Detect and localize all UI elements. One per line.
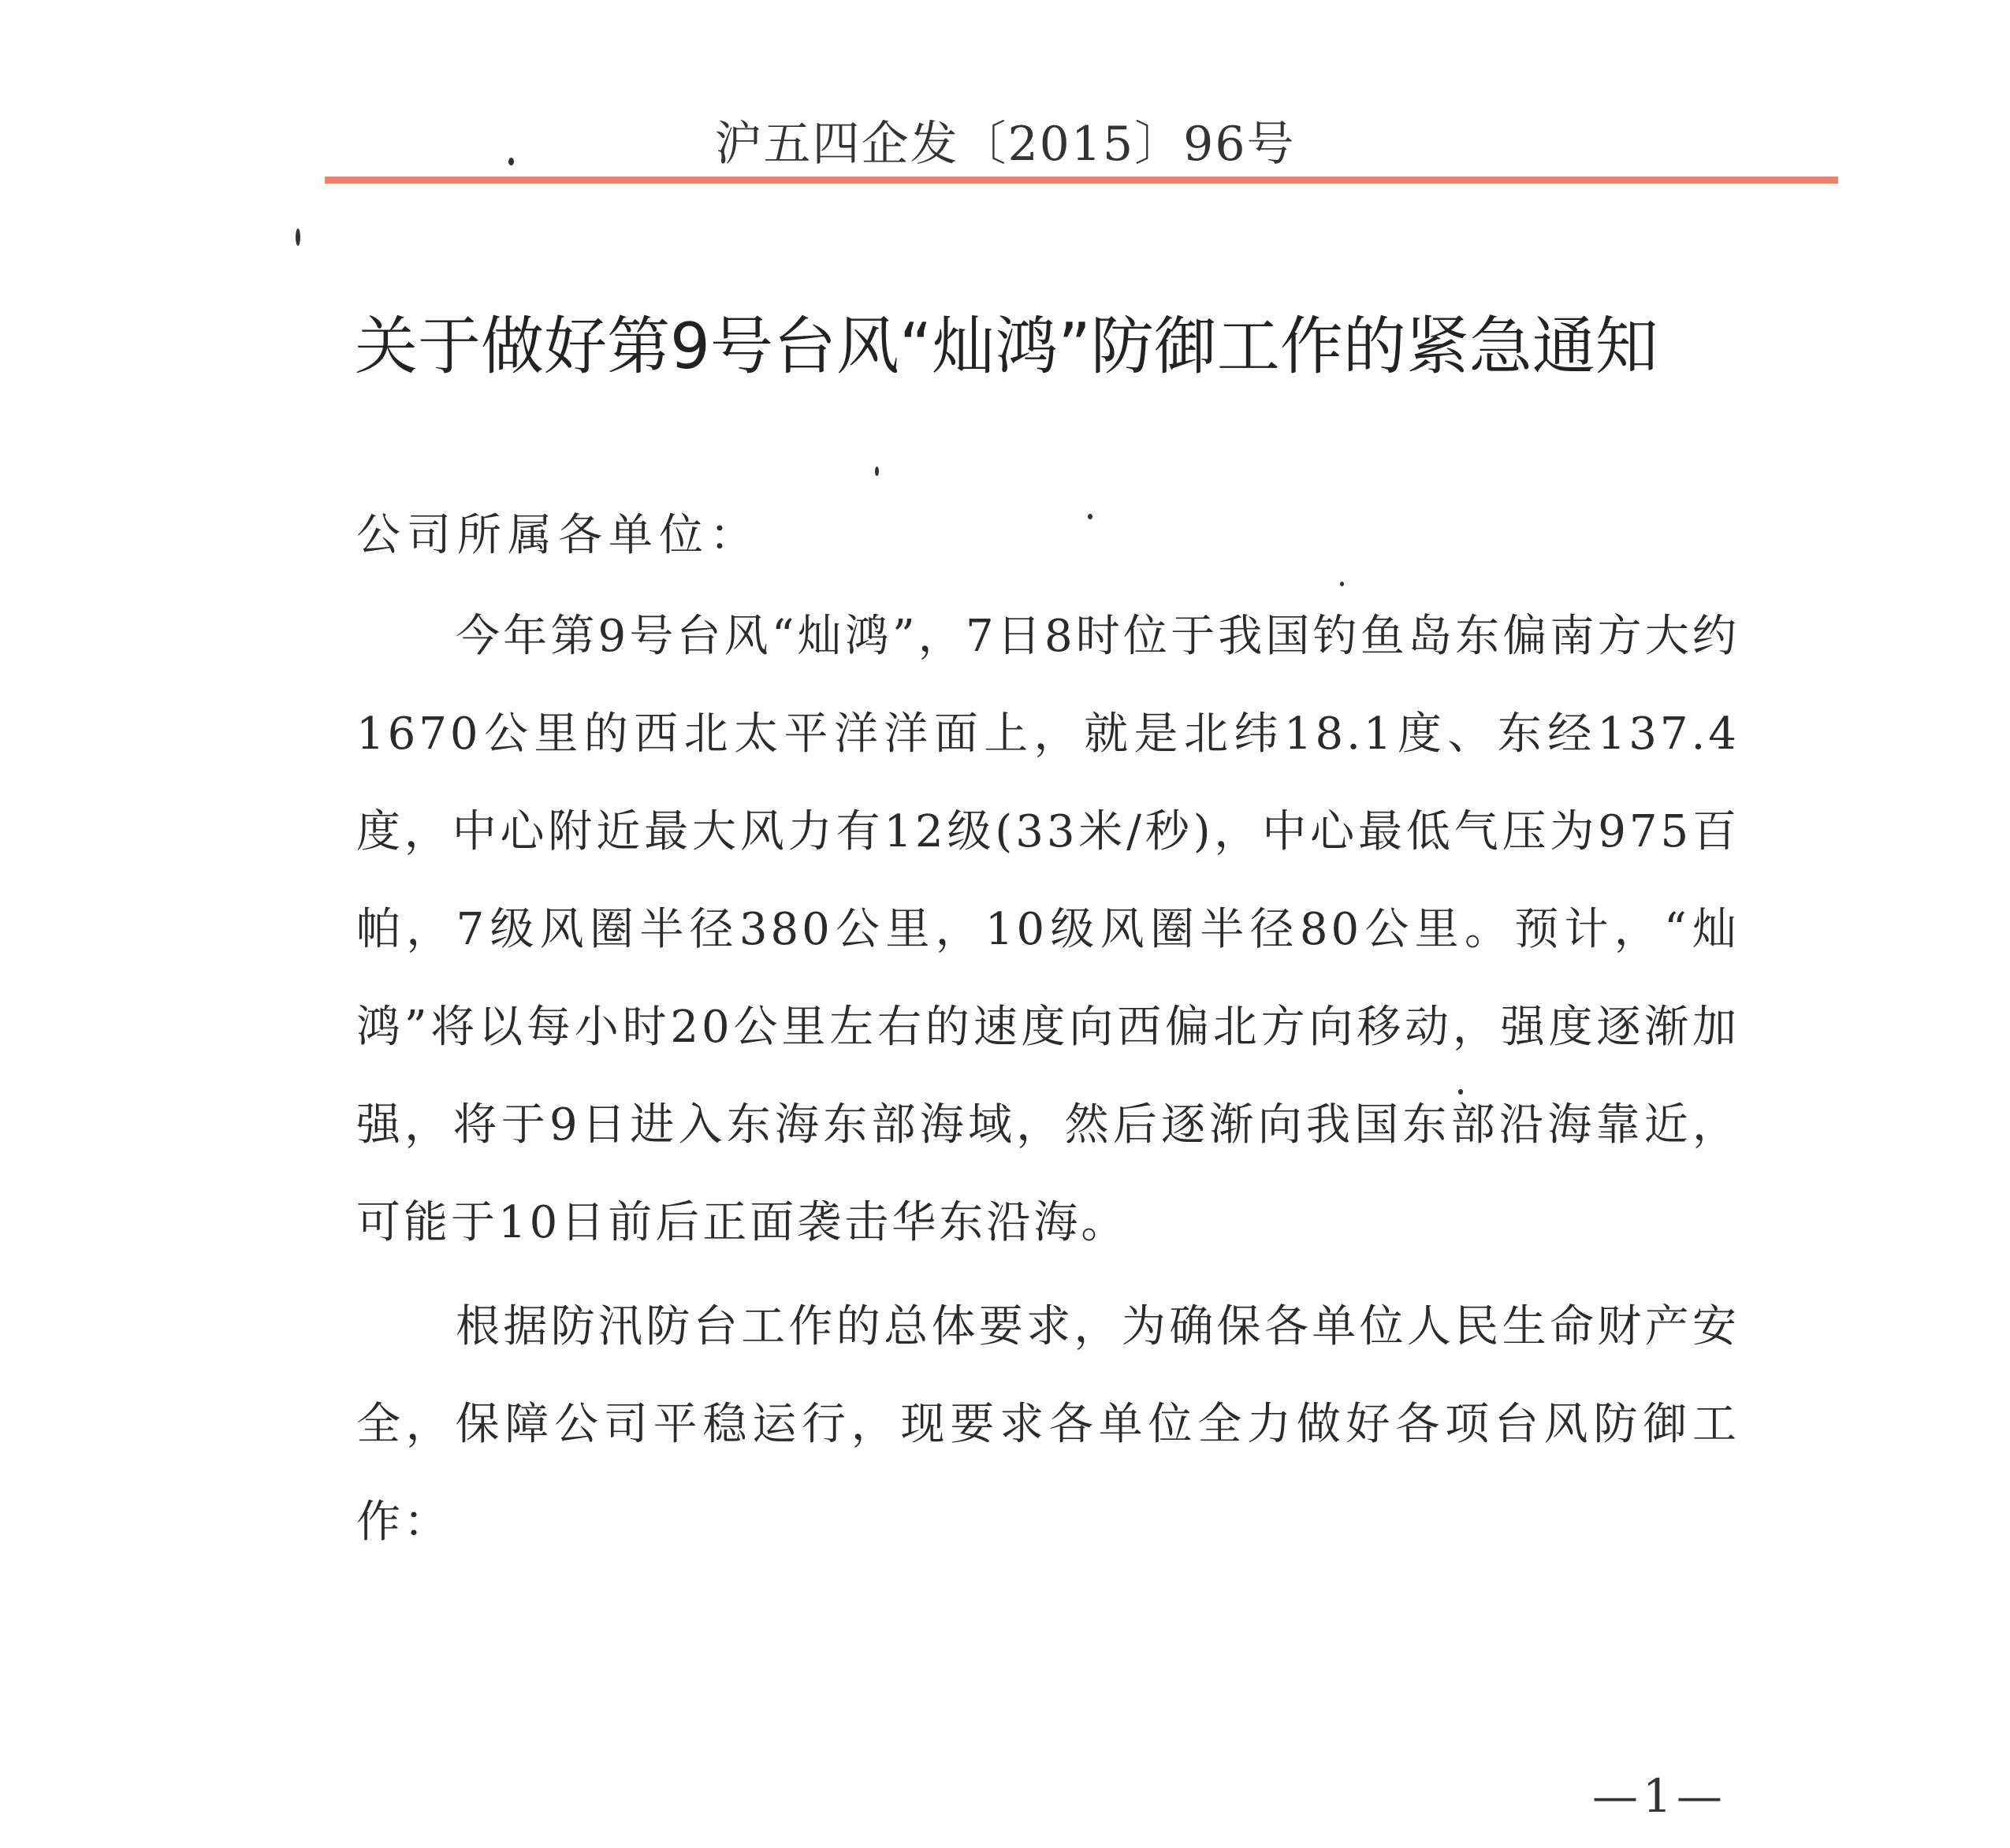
scan-speck	[1088, 514, 1092, 519]
scan-speck	[1458, 1089, 1463, 1095]
scan-speck	[296, 229, 300, 246]
body-paragraph: 今年第9号台风“灿鸿”，7日8时位于我国钓鱼岛东偏南方大约1670公里的西北太平洋洋面上，就是北纬18.1度、东经137.4度，中心附近最大风力有12级(33米/秒)，中心最低气压为975百帕，7级风圈半径380公里，10级风圈半径80公里。预计，“灿鸿”将以每小时20公里左右的速度向西偏北方向移动，强度逐渐加强，将于9日进入东海东部海域，然后逐渐向我国东部沿海靠近，可能于10日前后正面袭击华东沿海。	[356, 611, 1740, 1248]
body-paragraph: 根据防汛防台工作的总体要求，为确保各单位人民生命财产安全，保障公司平稳运行，现要求各单位全力做好各项台风防御工作：	[356, 1301, 1740, 1548]
page-number: —1—	[1592, 1769, 1727, 1823]
scan-speck	[875, 467, 879, 476]
red-header-rule	[325, 177, 1838, 184]
scan-speck	[508, 158, 514, 165]
salutation: 公司所属各单位：	[356, 510, 760, 561]
scan-speck	[1340, 582, 1344, 586]
document-number: 沪五四企发〔2015〕96号	[714, 117, 1296, 172]
document-title: 关于做好第9号台风“灿鸿”防御工作的紧急通知	[355, 310, 1658, 383]
